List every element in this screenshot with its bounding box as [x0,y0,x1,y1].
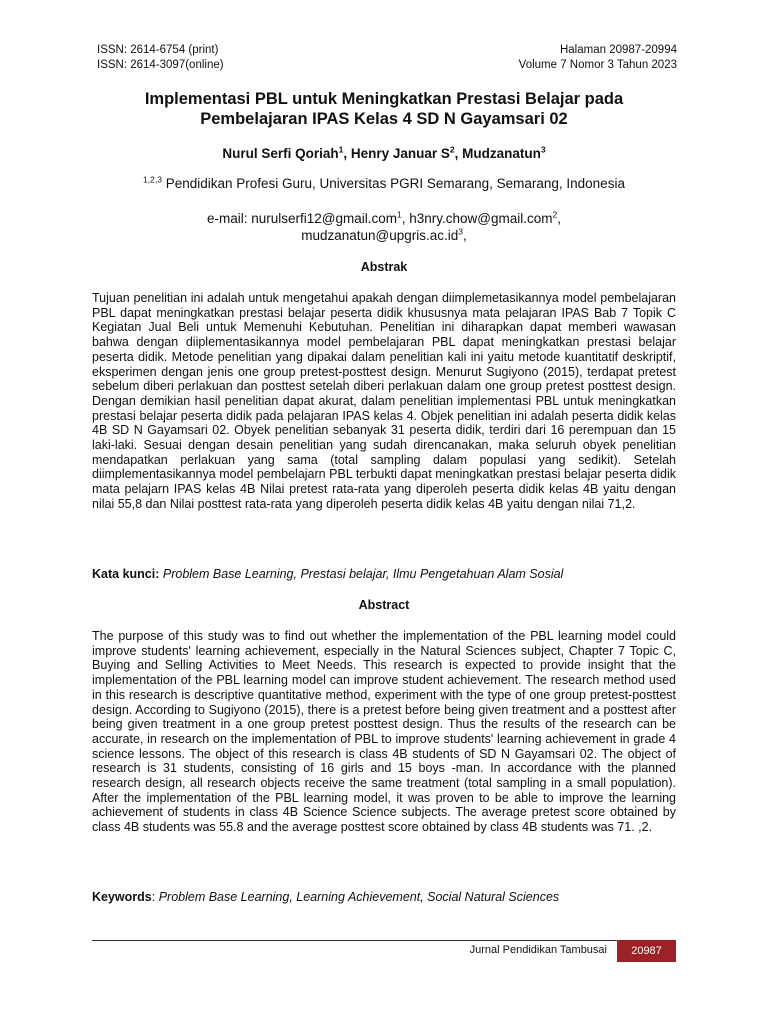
abstract-body: The purpose of this study was to find out whether the implementation of the PBL learning model could improve students' learning achievement, especially in the Natural Sciences subject, Chapter 7 Topic C, Buying and Selling Activities to Meet Needs. This research is expected to provide insight that the implementation of the PBL learning model can improve student achievement. The research method used in this research is descriptive quantitative method, experiment with the type of one group pretest-posttest design. According to Sugiyono (2015), there is a pretest before being given treatment and a posttest after being given treatment in a one group pretest posttest design. Thus the results of the research can be accurate, in research on the implementation of PBL to improve students' learning achievement in grade 4 science lessons. The object of this research is class 4B students of SD N Gayamsari 02. The object of research is 31 students, consisting of 16 girls and 15 boys -man. In accordance with the planned research design, all research objects receive the same treatment (total sampling in a small population). After the implementation of the PBL learning model, it was proven to be able to improve the learning achievement of students in class 4B Science Science subjects. The average pretest score obtained by class 4B students was 55.8 and the average posttest score obtained by class 4B students was 71. ,2. [92,629,676,835]
kata-kunci-label: Kata kunci: [92,567,160,581]
author-name: Nurul Serfi Qoriah [222,146,339,161]
issn-online: ISSN: 2614-3097(online) [97,59,224,71]
email-link[interactable]: mudzanatun@upgris.ac.id [301,228,459,243]
page-range: Halaman 20987-20994 [559,44,677,56]
journal-name: Jurnal Pendidikan Tambusai [469,944,607,956]
abstrak-heading: Abstrak [360,260,408,274]
abstrak-body: Tujuan penelitian ini adalah untuk mengetahui apakah dengan diimplemetasikannya model pembelajaran PBL dapat meningkatkan prestasi belajar peserta didik khususnya mata pelajaran IPAS Bab 7 Topik C Kegiatan Jual Beli untuk Memenuhi Kebutuhan. Penelitian ini diharapkan dapat memberi wawasan bahwa dengan diiplementasikannya model pembelajaran PBL dapat meningkatkan prestasi belajar peserta didik. Metode penelitian yang dipakai dalam penelitian kali ini yaitu metode kuantitatif deskriptif, eksperimen dengan jenis one group pretest-posttest design. Menurut Sugiyono (2015), terdapat pretest sebelum diberi perlakuan dan posttest setelah diberi perlakuan dalam one group pretest posttest design. Dengan demikian hasil penelitian dapat akurat, dalam penelitian implementasi PBL untuk meningkatkan prestasi belajar peserta didik pada pelajaran IPAS kelas 4. Objek penelitian ini adalah peserta didik kelas 4B SD N Gayamsari 02. Obyek penelitian sebanyak 31 peserta didik, terdiri dari 16 perempuan dan 15 laki-laki. Sesuai dengan desain penelitian yang sudah direncanakan, maka seluruh obyek penelitian mendapatkan perlakuan yang sama (total sampling dalam populasi yang sedikit). Setelah diimplementasikannya model pembelajarn PBL terbukti dapat meningkatkan prestasi belajar peserta didik mata pelajarn IPAS kelas 4B Nilai pretest rata-rata yang diperoleh peserta didik kelas 4B yaitu dengan nilai 55,8 dan Nilai posttest rata-rata yang diperoleh peserta didik kelas 4B yaitu dengan nilai 71,2. [92,291,676,511]
volume-info: Volume 7 Nomor 3 Tahun 2023 [518,59,677,71]
title-line-1: Implementasi PBL untuk Meningkatkan Prestasi Belajar pada [144,90,624,108]
affiliation-text: Pendidikan Profesi Guru, Universitas PGRI Semarang, Semarang, Indonesia [165,176,625,191]
issn-block [97,43,224,73]
affiliation-mark: 1,2,3 [143,174,162,185]
abstract-heading: Abstract [358,598,410,612]
title-line-2: Pembelajaran IPAS Kelas 4 SD N Gayamsari 02 [200,110,568,128]
author-sep: , [454,146,463,161]
author-list [0,146,768,161]
volume-block [519,43,677,73]
footer-rule [92,940,676,941]
author-sep: , [343,146,351,161]
keywords-sep: : [151,890,159,904]
email-link[interactable]: h3nry.chow@gmail.com [409,211,553,226]
email-mark: 2 [552,209,558,220]
keywords-label: Keywords [92,890,152,904]
issn-print: ISSN: 2614-6754 (print) [97,44,219,56]
author-name: Mudzanatun [462,146,541,161]
email-link[interactable]: nurulserfi12@gmail.com [251,211,397,226]
author-affil-mark: 3 [540,144,546,155]
email-mark: 1 [397,209,402,220]
author-affil-mark: 1 [338,144,344,155]
keywords [92,890,692,904]
email-block: e-mail: nurulserfi12@gmail.com$^1$, h3nry.chow@gmail.com$^2$, $mudzanatun@upgris.ac.id^3$, [206,209,562,243]
kata-kunci-text: Problem Base Learning, Prestasi belajar, Ilmu Pengetahuan Alam Sosial [162,567,564,581]
email-mark: 3 [458,226,463,237]
kata-kunci [92,567,692,581]
email-prefix: e-mail: [206,211,252,226]
author-name: Henry Januar S [350,146,450,161]
affiliation [0,176,768,191]
keywords-text: Problem Base Learning, Learning Achievement, Social Natural Sciences [158,890,560,904]
paper-title [0,89,768,129]
author-affil-mark: 2 [449,144,455,155]
page-number: 20987 [617,940,676,962]
